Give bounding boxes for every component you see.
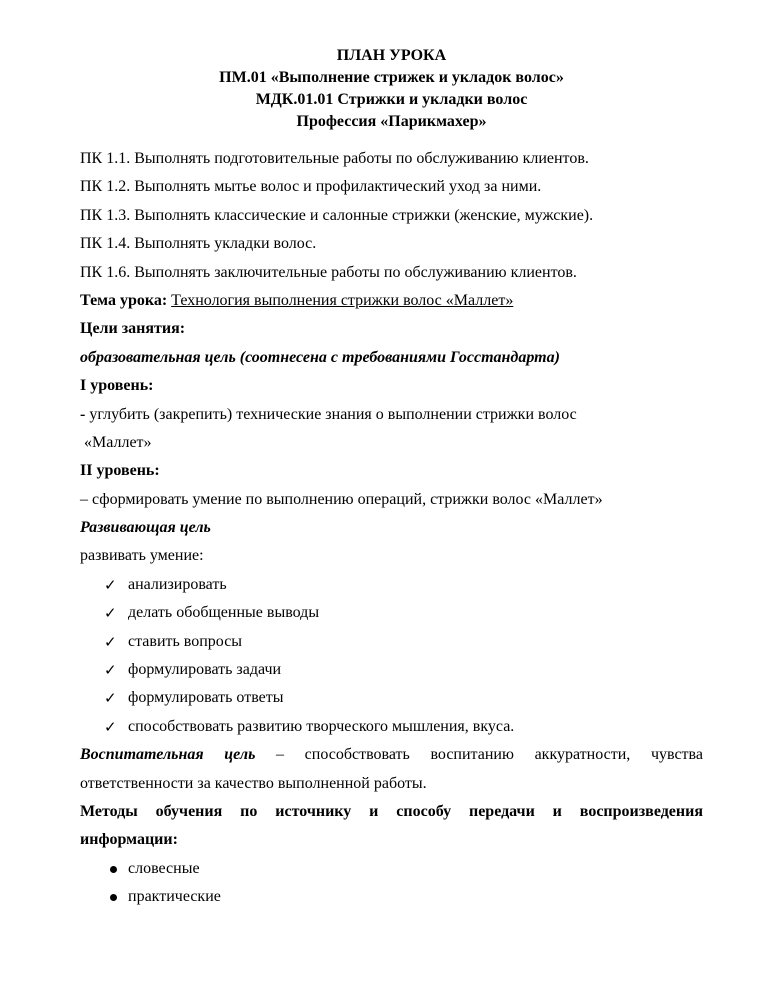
upbringing-goal-line1	[80, 741, 703, 769]
upbringing-goal-text1: – способствовать воспитанию аккуратности, чувства	[255, 746, 703, 764]
developing-skills-list	[80, 571, 703, 741]
competency-item: ПК 1.2. Выполнять мытье волос и профилактический уход за ними.	[80, 178, 542, 196]
list-item-label: способствовать развитию творческого мышления, вкуса.	[128, 717, 515, 735]
list-item	[80, 656, 703, 684]
competency-item: ПК 1.6. Выполнять заключительные работы по обслуживанию клиентов.	[80, 263, 577, 281]
header-course: МДК.01.01 Стрижки и укладки волос	[255, 91, 528, 108]
methods-list	[80, 855, 703, 912]
checkmark-icon: ✓	[104, 661, 117, 680]
list-item-label: формулировать ответы	[128, 689, 284, 707]
upbringing-goal-line2: ответственности за качество выполненной работы.	[80, 774, 427, 792]
list-item-label: словесные	[128, 859, 200, 877]
developing-goal-heading: Развивающая цель	[80, 519, 211, 537]
list-item	[80, 628, 703, 656]
list-item	[80, 599, 703, 627]
level1-text-line1: углубить (закрепить) технические знания о выполнении стрижки волос	[85, 405, 577, 423]
list-item-label: делать обобщенные выводы	[128, 604, 320, 622]
educational-goal: образовательная цель (соотнесена с требованиями Госстандарта)	[80, 348, 560, 366]
header-profession: Профессия «Парикмахер»	[296, 113, 487, 130]
checkmark-icon: ✓	[104, 689, 117, 708]
level1-text-line2: «Маллет»	[84, 433, 152, 451]
level2-heading: II уровень:	[80, 462, 160, 480]
competency-item: ПК 1.4. Выполнять укладки волос.	[80, 235, 317, 253]
topic-label: Тема урока:	[80, 291, 168, 309]
methods-heading-line1: Методы обучения по источнику и способу передачи и воспроизведения	[80, 802, 703, 820]
bullet-icon	[110, 866, 117, 873]
level2-text: – сформировать умение по выполнению операций, стрижки волос «Маллет»	[80, 490, 603, 508]
level1-text	[80, 401, 703, 429]
checkmark-icon: ✓	[104, 717, 117, 736]
list-item-label: практические	[128, 888, 221, 906]
list-item-label: ставить вопросы	[128, 632, 243, 650]
bullet-icon	[110, 894, 117, 901]
methods-heading-line2: информации:	[80, 831, 178, 849]
developing-intro: развивать умение:	[80, 547, 204, 565]
competency-list	[80, 145, 703, 287]
lesson-topic	[80, 287, 703, 315]
list-item	[80, 684, 703, 712]
document-page	[80, 45, 703, 912]
upbringing-goal-label: Воспитательная цель	[80, 746, 256, 764]
list-item	[80, 571, 703, 599]
topic-value: Технология выполнения стрижки волос «Маллет»	[171, 291, 514, 309]
header-title: ПЛАН УРОКА	[336, 47, 447, 64]
goals-heading: Цели занятия:	[80, 320, 186, 338]
document-header	[80, 45, 703, 133]
list-item-label: формулировать задачи	[128, 661, 282, 679]
list-item-label: анализировать	[128, 575, 227, 593]
header-module: ПМ.01 «Выполнение стрижек и укладок волос»	[219, 69, 564, 86]
list-item	[80, 883, 703, 911]
checkmark-icon: ✓	[104, 604, 117, 623]
level1-heading: I уровень:	[80, 377, 154, 395]
competency-item: ПК 1.3. Выполнять классические и салонные стрижки (женские, мужские).	[80, 206, 594, 224]
checkmark-icon: ✓	[104, 632, 117, 651]
list-item	[80, 855, 703, 883]
checkmark-icon: ✓	[104, 575, 117, 594]
level1-dash: -	[80, 405, 86, 423]
competency-item: ПК 1.1. Выполнять подготовительные работы по обслуживанию клиентов.	[80, 150, 589, 167]
list-item	[80, 713, 703, 741]
